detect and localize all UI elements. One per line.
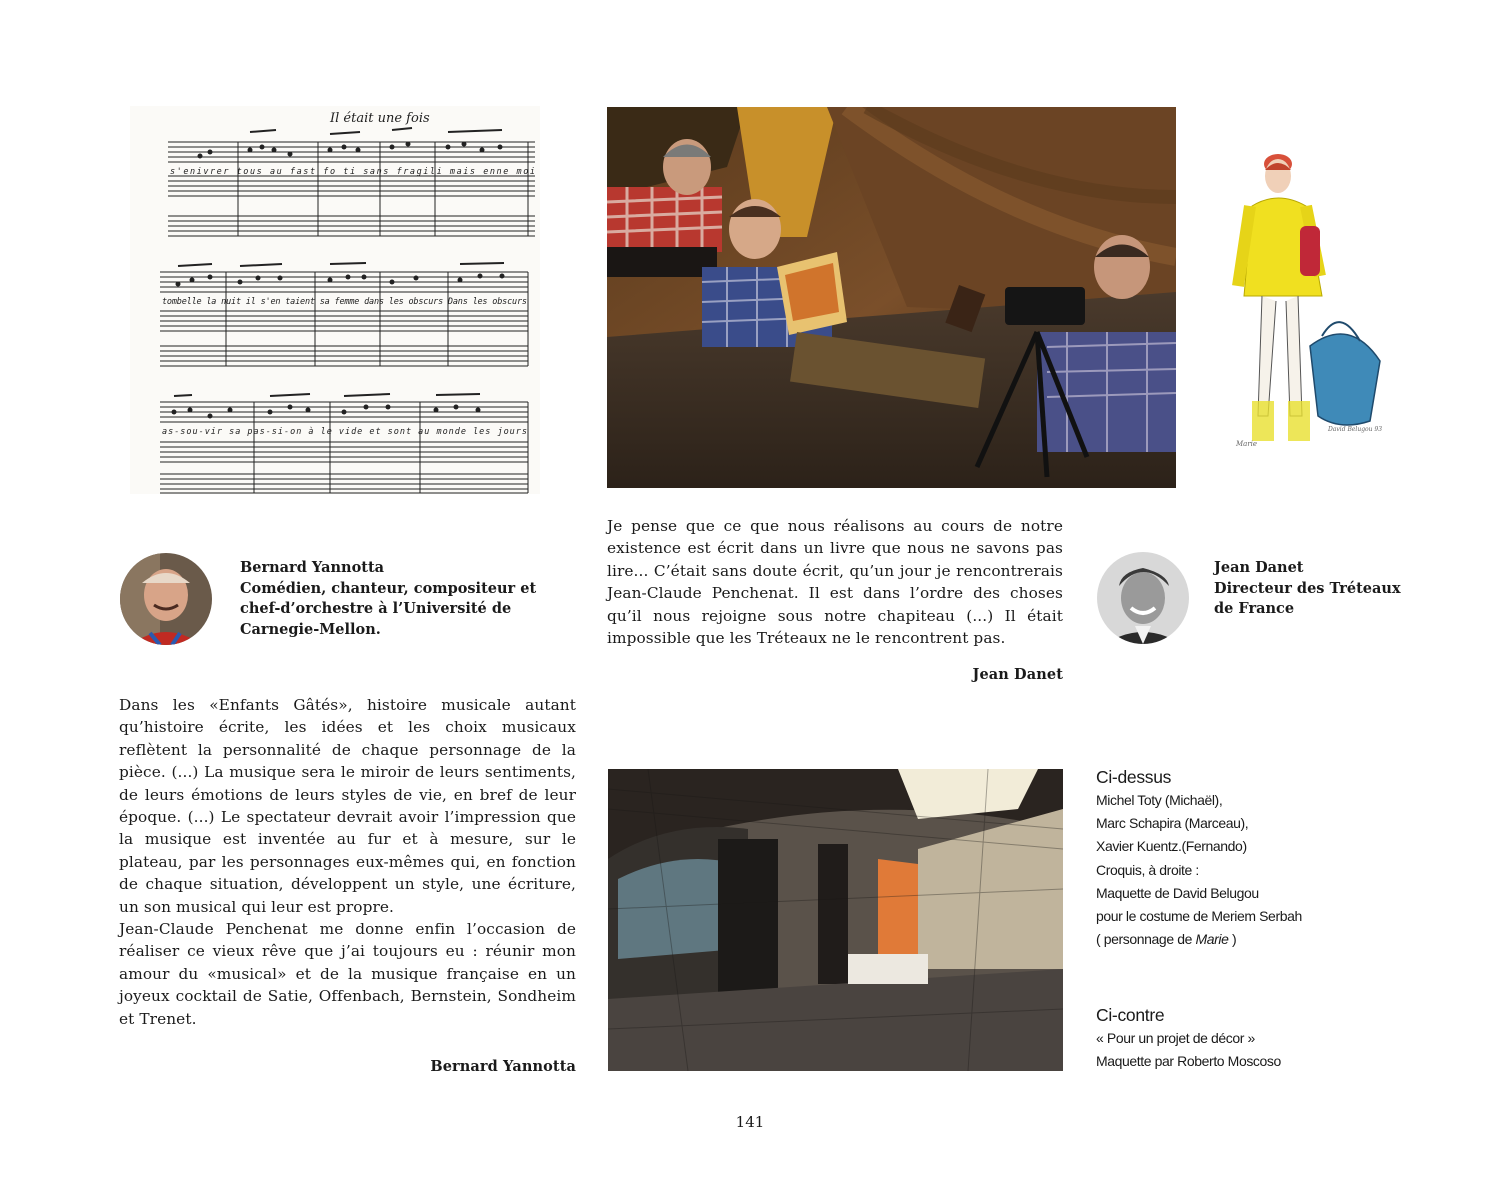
score-lyrics-3: as-sou-vir sa pas-si-on à le vide et sont au monde les jours: [162, 427, 527, 437]
danet-caption: [1214, 558, 1414, 620]
caption-line: « Pour un projet de décor »: [1096, 1030, 1255, 1046]
danet-signature: Jean Danet: [972, 666, 1063, 683]
caption-character-name: Marie: [1195, 931, 1229, 948]
page-number: 141: [735, 1113, 765, 1131]
music-score-image: [130, 106, 540, 494]
yannotta-paragraph-1: Dans les «Enfants Gâtés», histoire musicale autant qu’histoire écrite, les idées et les choix musicaux reflètent la personnalité de chaque personnage de la pièce. (...) La musique sera le miroir de leurs sentiments, de leurs émotions de leurs styles de vie, en bref de leur époque. (...) Le spectateur devrait avoir l’impression que la musique est inventée au fur et à mesure, sur le plateau, par les personnages eux-mêmes qui, en fonction de chaque situation, développent un style, une écriture, un son musical qui leur est propre.: [119, 696, 576, 916]
yannotta-name: Bernard Yannotta: [240, 559, 385, 576]
caption-line: Maquette de David Belugou: [1096, 884, 1259, 901]
yannotta-caption: [240, 558, 540, 640]
caption-suffix: ): [1228, 931, 1237, 948]
caption-line: Croquis, à droite :: [1096, 861, 1199, 878]
portrait-bernard-yannotta: [120, 553, 212, 645]
caption-line: pour le costume de Meriem Serbah: [1096, 908, 1302, 925]
score-title: Il était une fois: [330, 111, 430, 126]
yannotta-role: Comédien, chanteur, compositeur et chef-d’orchestre à l’Université de Carnegie-Mellon.: [240, 579, 537, 638]
set-design-sketch: [608, 769, 1063, 1071]
caption-ci-dessus: [1096, 765, 1356, 951]
rehearsal-photo: [607, 107, 1176, 488]
caption-prefix: ( personnage de: [1096, 931, 1196, 948]
caption-line: Xavier Kuentz.(Fernando): [1096, 838, 1247, 855]
caption-line: Marc Schapira (Marceau),: [1096, 815, 1249, 832]
costume-sketch: [1230, 146, 1390, 458]
costume-signature-left: Marie: [1236, 440, 1258, 448]
danet-name: Jean Danet: [1214, 559, 1304, 576]
caption-line-character: [1096, 928, 1356, 951]
caption-line: Michel Toty (Michaël),: [1096, 792, 1223, 808]
caption-ci-dessus-title: Ci-dessus: [1096, 767, 1172, 787]
caption-ci-contre-title: Ci-contre: [1096, 1005, 1165, 1025]
yannotta-paragraph-2: Jean-Claude Penchenat me donne enfin l’occasion de réaliser ce vieux rêve que j’ai toujours eu : réunir mon amour du «musical» et de la musique française en un joyeux cocktail de Satie, Offenbach, Bernstein, Sondheim et Trenet.: [119, 920, 576, 1028]
yannotta-signature: Bernard Yannotta: [430, 1058, 576, 1075]
yannotta-text: [119, 694, 576, 1030]
caption-line: Maquette par Roberto Moscoso: [1096, 1053, 1281, 1070]
danet-role: Directeur des Tréteaux de France: [1214, 579, 1401, 617]
portrait-jean-danet: [1097, 552, 1189, 644]
costume-signature-right: David Belugou 93: [1328, 426, 1383, 433]
danet-quote: Je pense que ce que nous réalisons au cours de notre existence est écrit dans un livre que nous ne savons pas lire... C’était sans doute écrit, qu’un jour je rencontrerais Jean-Claude Penchenat. Il est dans l’ordre des choses qu’il nous rejoigne sous notre chapiteau (...) Il était impossible que les Tréteaux ne le rencontrent pas.: [607, 517, 1063, 648]
caption-ci-contre: [1096, 1003, 1356, 1073]
score-lyrics-1: s'enivrer tous au fast fo ti sans fragili mais enne moi: [170, 167, 535, 177]
score-lyrics-2: tombelle la nuit il s'en taient sa femme dans les obscurs Dans les obscurs: [162, 297, 527, 307]
